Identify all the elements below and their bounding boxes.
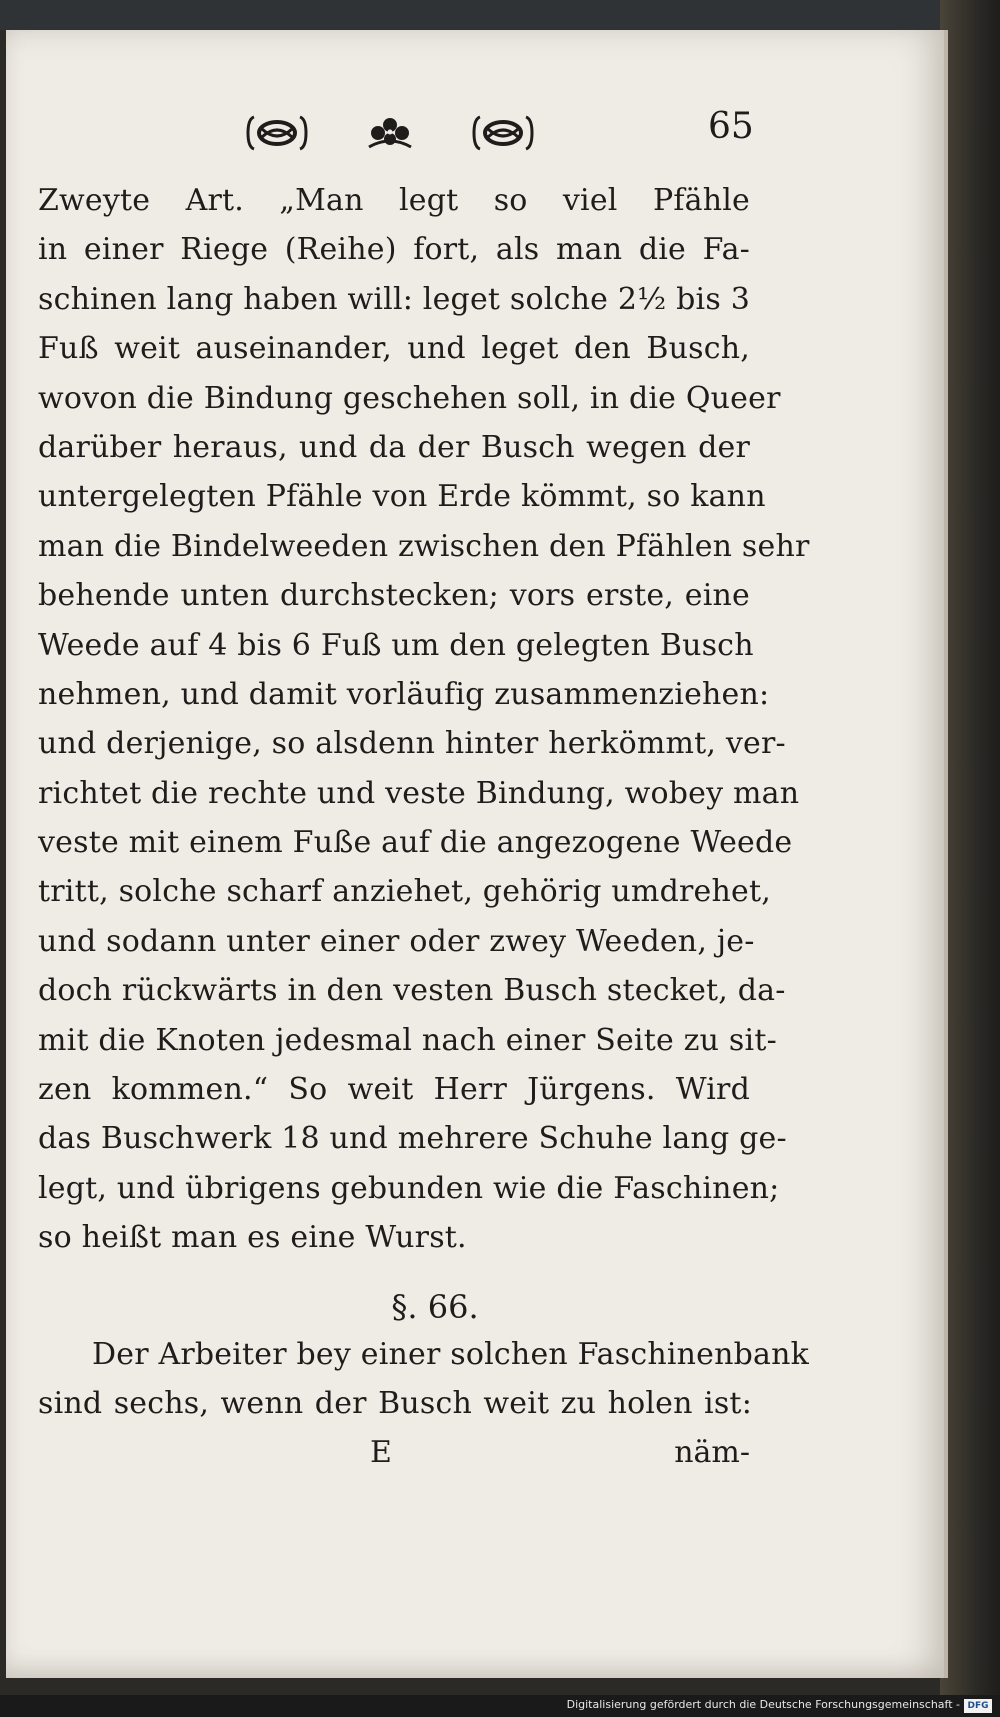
section-heading: §. 66. [391, 1288, 479, 1326]
text-line: und sodann unter einer oder zwey Weeden, je- [38, 923, 755, 959]
scan-background-top [0, 0, 1000, 30]
text-line: schinen lang haben will: leget solche 2½ bis 3 [38, 281, 750, 317]
text-line: zen kommen.“ So weit Herr Jürgens. Wird [38, 1072, 750, 1108]
text-line: das Buschwerk 18 und mehrere Schuhe lang ge- [38, 1121, 787, 1157]
page-edge [944, 30, 948, 1678]
paragraph-2-first-line [92, 1330, 810, 1379]
signature-mark: E [370, 1435, 392, 1470]
catchword: näm- [674, 1435, 750, 1470]
fleuron-right-icon [466, 113, 540, 153]
fleuron-left-icon [240, 113, 314, 153]
text-line: in einer Riege (Reihe) fort, als man die Fa- [38, 232, 750, 268]
text-line: veste mit einem Fuße auf die angezogene Weede [38, 825, 793, 861]
text-line: behende unten durchstecken; vors erste, eine [38, 578, 750, 614]
scan-background-right [940, 0, 1000, 1717]
text-line: mit die Knoten jedesmal nach einer Seite zu sit- [38, 1022, 777, 1058]
text-line: nehmen, und damit vorläufig zusammenziehen: [38, 676, 770, 712]
text-line: wovon die Bindung geschehen soll, in die Queer [38, 380, 781, 416]
text-line: doch rückwärts in den vesten Busch stecket, da- [38, 973, 786, 1009]
text-line: tritt, solche scharf anziehet, gehörig umdrehet, [38, 874, 771, 910]
header-ornament [240, 110, 540, 156]
dfg-logo-icon: DFG [964, 1699, 992, 1713]
paragraph-1 [38, 176, 810, 1263]
text-line: sind sechs, wenn der Busch weit zu holen ist: [38, 1386, 752, 1421]
catchline [370, 1428, 750, 1478]
text-line: Der Arbeiter bey einer solchen Faschinenbank [92, 1337, 810, 1372]
text-line: Fuß weit auseinander, und leget den Busch, [38, 331, 750, 367]
text-line: man die Bindelweeden zwischen den Pfählen sehr [38, 528, 810, 564]
text-line: darüber heraus, und da der Busch wegen der [38, 429, 750, 465]
text-line: so heißt man es eine Wurst. [38, 1220, 467, 1256]
text-line: richtet die rechte und veste Bindung, wobey man [38, 775, 800, 811]
paragraph-2 [38, 1379, 752, 1428]
page-number: 65 [708, 106, 754, 147]
text-line: Zweyte Art. „Man legt so viel Pfähle [38, 183, 750, 218]
fleuron-center-icon [363, 113, 417, 153]
text-line: untergelegten Pfähle von Erde kömmt, so kann [38, 479, 766, 515]
text-line: legt, und übrigens gebunden wie die Faschinen; [38, 1170, 780, 1206]
text-line: Weede auf 4 bis 6 Fuß um den gelegten Busch [38, 627, 754, 663]
text-line: und derjenige, so alsdenn hinter herkömmt, ver- [38, 726, 786, 762]
footer-credit: Digitalisierung gefördert durch die Deutsche Forschungsgemeinschaft - [566, 1698, 960, 1711]
